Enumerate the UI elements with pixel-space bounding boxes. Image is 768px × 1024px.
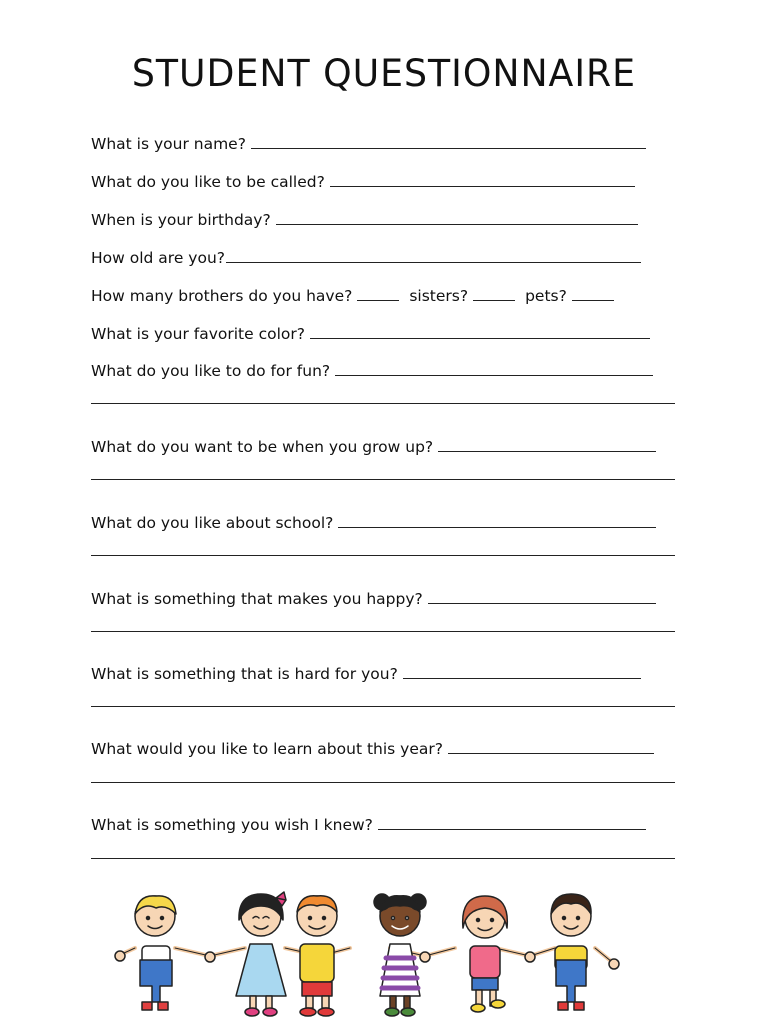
answer-happy-line-2[interactable] (91, 631, 675, 632)
answer-called-line[interactable] (330, 172, 635, 187)
question-fun-label: What do you like to do for fun? (91, 362, 331, 380)
question-hard (91, 664, 641, 683)
answer-sisters-line[interactable] (473, 286, 515, 301)
kid-2 (236, 892, 286, 1016)
kid-1 (135, 896, 176, 1010)
kid-6 (551, 894, 591, 1010)
kids-holding-hands-illustration (100, 888, 630, 1024)
answer-brothers-line[interactable] (357, 286, 399, 301)
question-name (91, 134, 646, 153)
answer-wish-line-2[interactable] (91, 858, 675, 859)
kid-3 (297, 896, 337, 1016)
answer-name-line[interactable] (251, 134, 646, 149)
question-happy-label: What is something that makes you happy? (91, 590, 423, 608)
answer-hard-line-2[interactable] (91, 706, 675, 707)
question-age (91, 248, 641, 267)
question-happy (91, 589, 656, 608)
answer-age-line[interactable] (226, 248, 641, 263)
question-wish-label: What is something you wish I knew? (91, 816, 373, 834)
answer-pets-line[interactable] (572, 286, 614, 301)
answer-school-line-1[interactable] (338, 513, 656, 528)
question-wish (91, 815, 646, 834)
page-title: STUDENT QUESTIONNAIRE (131, 52, 637, 95)
question-siblings (91, 286, 614, 305)
question-hard-label: What is something that is hard for you? (91, 665, 398, 683)
question-school (91, 513, 656, 532)
question-birthday (91, 210, 638, 229)
question-grow-up (91, 437, 656, 456)
question-birthday-label: When is your birthday? (91, 211, 271, 229)
question-grow-up-label: What do you want to be when you grow up? (91, 438, 434, 456)
question-color-label: What is your favorite color? (91, 325, 305, 343)
question-called-label: What do you like to be called? (91, 173, 325, 191)
question-sisters-label: sisters? (409, 287, 469, 305)
answer-fun-line-2[interactable] (91, 403, 675, 404)
kid-5 (463, 896, 508, 1012)
question-learn-label: What would you like to learn about this year? (91, 740, 443, 758)
answer-learn-line-1[interactable] (448, 739, 654, 754)
question-school-label: What do you like about school? (91, 514, 334, 532)
question-called (91, 172, 635, 191)
question-age-label: How old are you? (91, 249, 225, 267)
answer-color-line[interactable] (310, 324, 650, 339)
question-pets-label: pets? (525, 287, 567, 305)
question-name-label: What is your name? (91, 135, 246, 153)
answer-learn-line-2[interactable] (91, 782, 675, 783)
answer-happy-line-1[interactable] (428, 589, 656, 604)
answer-grow-up-line-2[interactable] (91, 479, 675, 480)
answer-fun-line-1[interactable] (335, 361, 653, 376)
answer-birthday-line[interactable] (276, 210, 638, 225)
answer-school-line-2[interactable] (91, 555, 675, 556)
answer-grow-up-line-1[interactable] (438, 437, 656, 452)
question-learn (91, 739, 654, 758)
question-fun (91, 361, 653, 380)
answer-hard-line-1[interactable] (403, 664, 641, 679)
question-brothers-label: How many brothers do you have? (91, 287, 353, 305)
question-color (91, 324, 650, 343)
answer-wish-line-1[interactable] (378, 815, 646, 830)
